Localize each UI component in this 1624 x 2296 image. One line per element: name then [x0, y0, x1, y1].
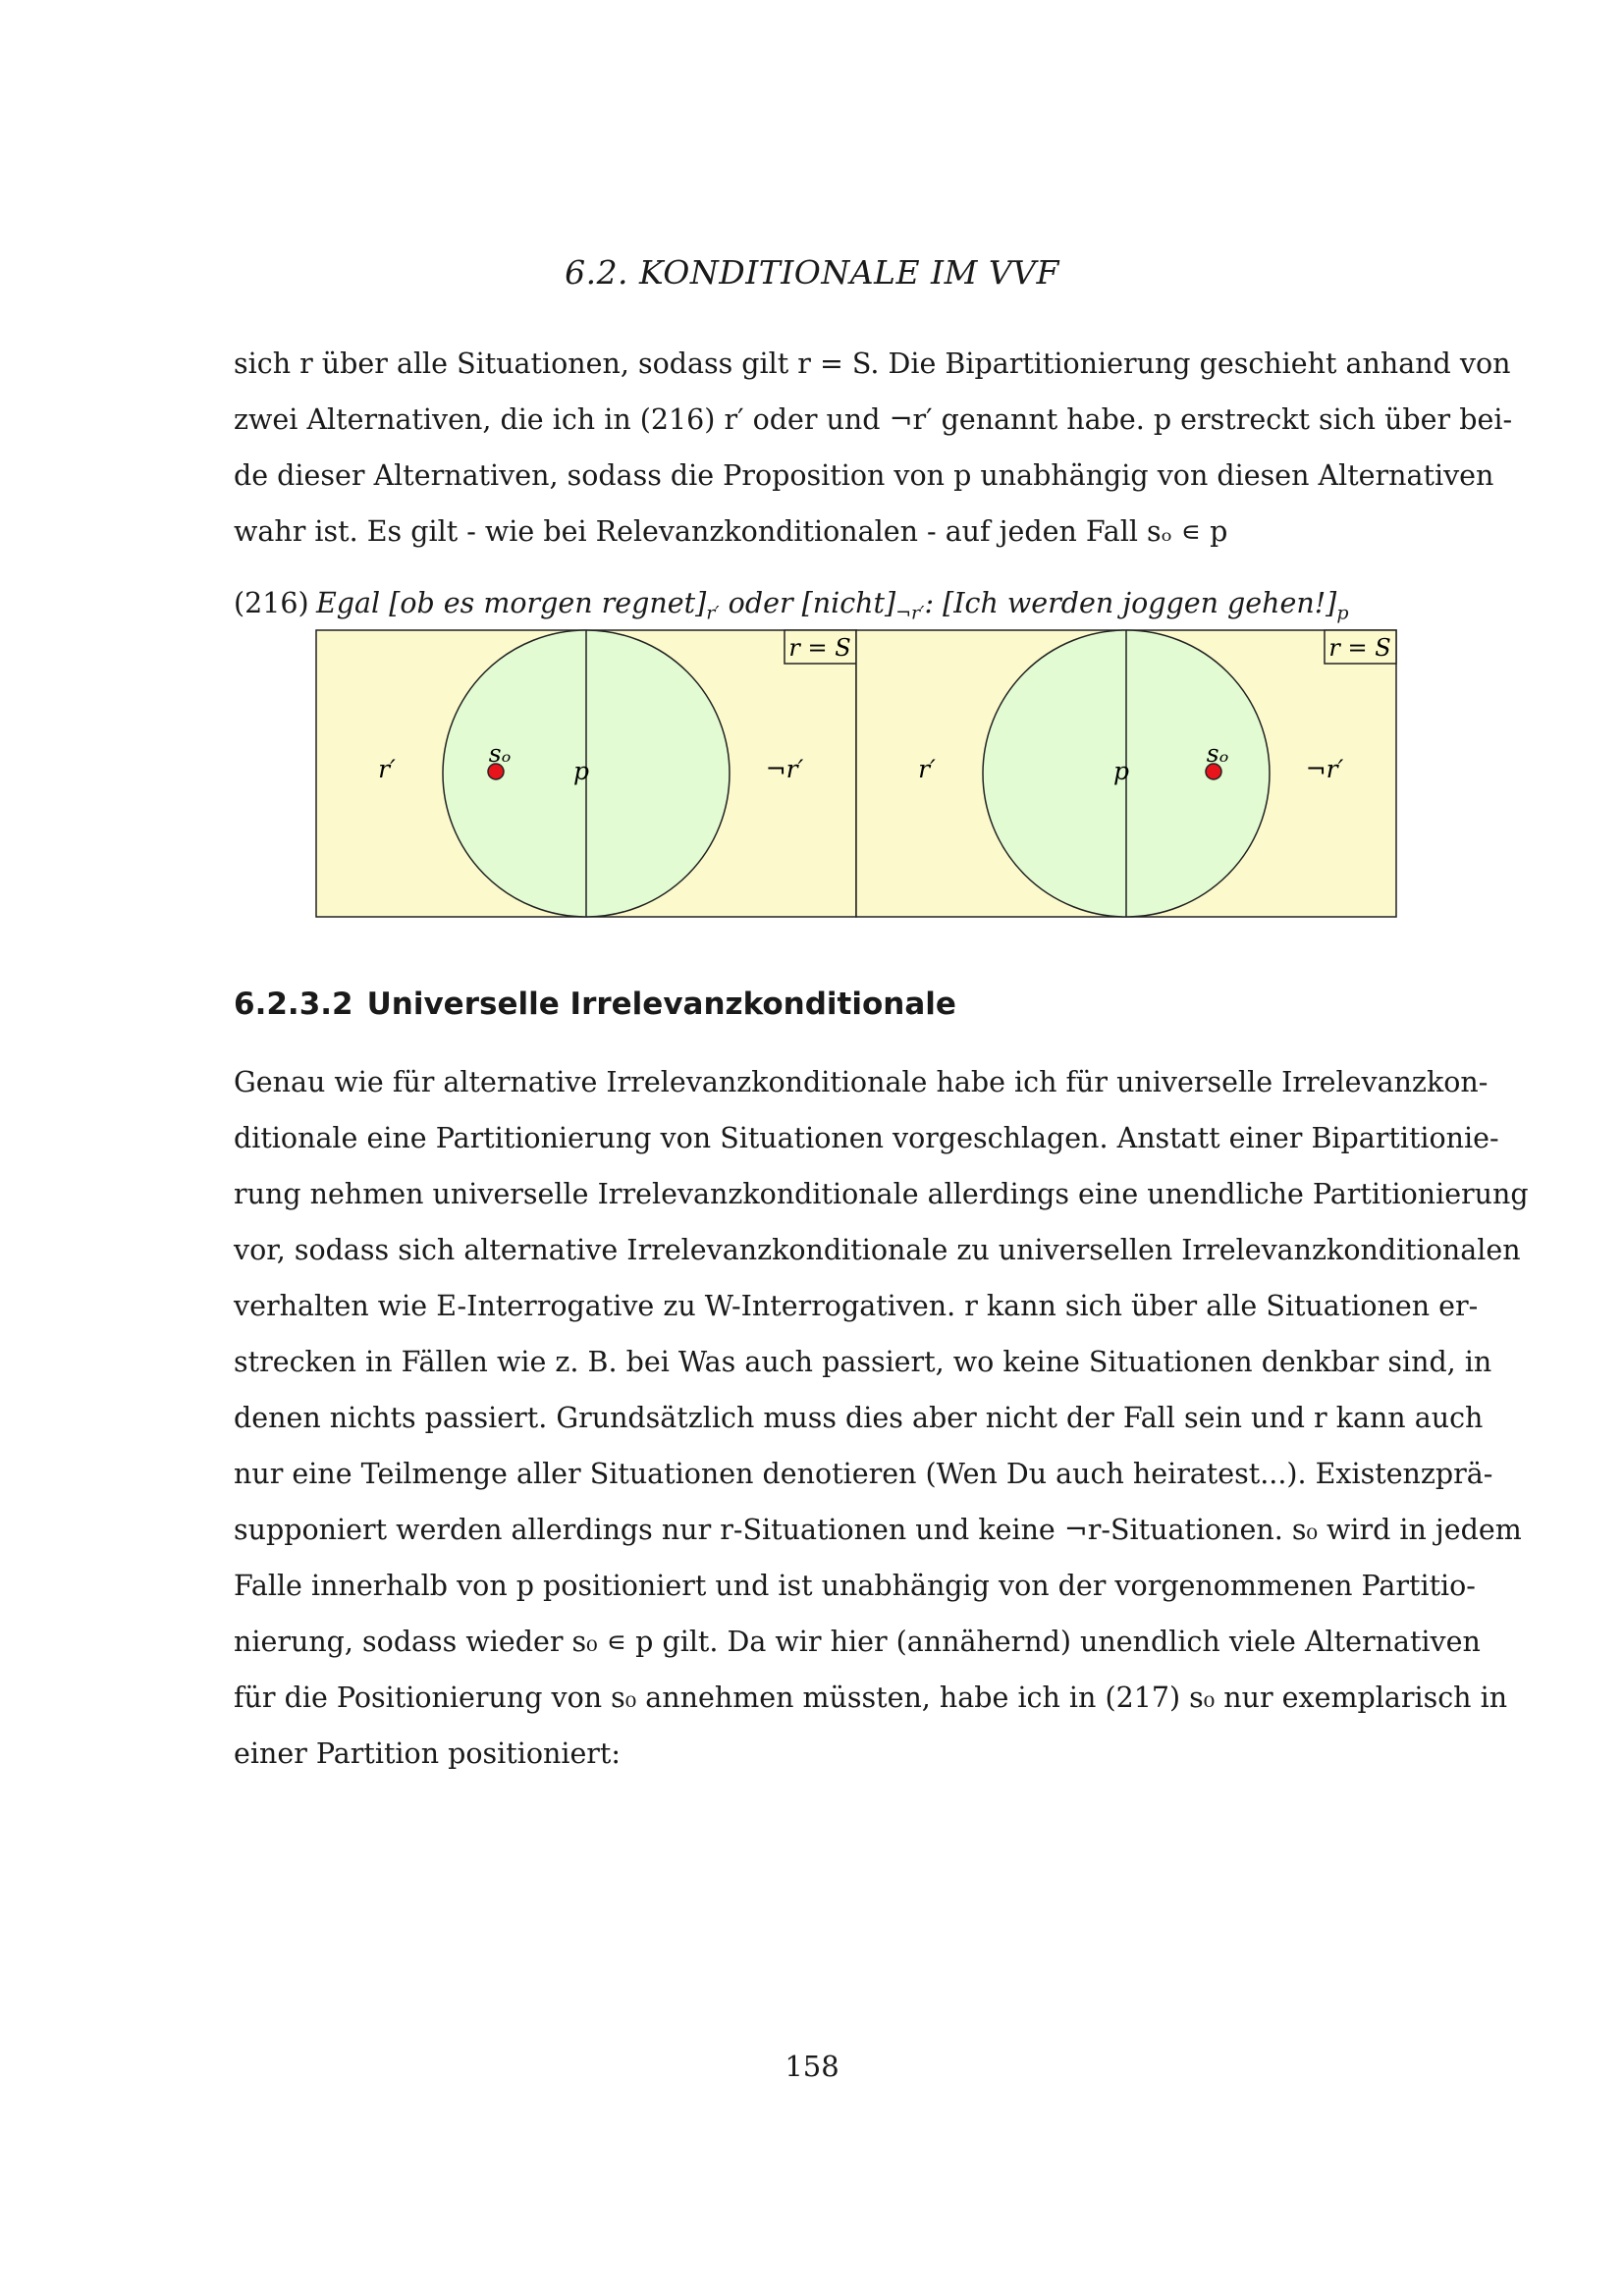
paragraph-2 [234, 1054, 1529, 1782]
text-line: rung nehmen universelle Irrelevanzkonditionale allerdings eine unendliche Partitionierung [234, 1178, 1529, 1210]
text-line: vor, sodass sich alternative Irrelevanzkonditionale zu universellen Irrelevanzkonditionalen [234, 1234, 1521, 1266]
section-number: 6.2.3.2 [234, 987, 353, 1022]
text-line: supponiert werden allerdings nur r-Situationen und keine ¬r-Situationen. s₀ wird in jedem [234, 1514, 1522, 1546]
partition-diagram [314, 628, 1404, 919]
text-line: ditionale eine Partitionierung von Situationen vorgeschlagen. Anstatt einer Bipartitionie- [234, 1122, 1499, 1154]
text-line: Falle innerhalb von p positioniert und ist unabhängig von der vorgenommenen Partitio- [234, 1570, 1476, 1602]
text-line: nur eine Teilmenge aller Situationen denotieren (Wen Du auch heiratest...). Existenzprä- [234, 1458, 1493, 1490]
alternative-label-right: ¬r′ [765, 755, 804, 783]
section-heading [234, 987, 956, 1022]
text-line: sich r über alle Situationen, sodass gilt r = S. Die Bipartitionierung geschieht anhand von [234, 347, 1511, 380]
situation-label: sₒ [1206, 739, 1229, 768]
proposition-label: p [572, 757, 590, 785]
universe-label: r = S [788, 634, 851, 662]
text-line: de dieser Alternativen, sodass die Proposition von p unabhängig von diesen Alternativen [234, 459, 1494, 492]
text-line: verhalten wie E-Interrogative zu W-Interrogativen. r kann sich über alle Situationen er- [234, 1290, 1479, 1322]
text-line: Genau wie für alternative Irrelevanzkonditionale habe ich für universelle Irrelevanzkon- [234, 1066, 1489, 1098]
paragraph-1 [234, 336, 1513, 560]
alternative-label-left: r′ [918, 755, 936, 783]
text-line: wahr ist. Es gilt - wie bei Relevanzkonditionalen - auf jeden Fall sₒ ∊ p [234, 515, 1228, 548]
text-line: für die Positionierung von s₀ annehmen müssten, habe ich in (217) s₀ nur exemplarisch in [234, 1682, 1508, 1714]
running-head: 6.2. KONDITIONALE IM VVF [565, 253, 1059, 292]
text-line: nierung, sodass wieder s₀ ∊ p gilt. Da wir hier (annähernd) unendlich viele Alternativen [234, 1626, 1481, 1658]
example-sentence: Egal [ob es morgen $regnet]_{r'}$ oder $[nicht]_{\neg r'}$: [Ich werden joggen $gehen!]_p$ [316, 587, 1349, 624]
section-title: Universelle Irrelevanzkonditionale [366, 987, 956, 1022]
diagram-panel-left [316, 630, 856, 917]
text-line: zwei Alternativen, die ich in (216) r′ oder und ¬r′ genannt habe. p erstreckt sich über bei- [234, 403, 1513, 436]
page-number: 158 [785, 2050, 839, 2083]
situation-label: sₒ [488, 739, 512, 768]
text-line: denen nichts passiert. Grundsätzlich muss dies aber nicht der Fall sein und r kann auch [234, 1402, 1484, 1434]
alternative-label-left: r′ [378, 755, 396, 783]
text-line: strecken in Fällen wie z. B. bei Was auch passiert, wo keine Situationen denkbar sind, in [234, 1346, 1492, 1378]
alternative-label-right: ¬r′ [1305, 755, 1344, 783]
example-number: (216) [234, 587, 309, 619]
universe-label: r = S [1328, 634, 1391, 662]
proposition-label: p [1112, 757, 1130, 785]
diagram-panel-right [856, 630, 1396, 917]
text-line: einer Partition positioniert: [234, 1737, 621, 1770]
